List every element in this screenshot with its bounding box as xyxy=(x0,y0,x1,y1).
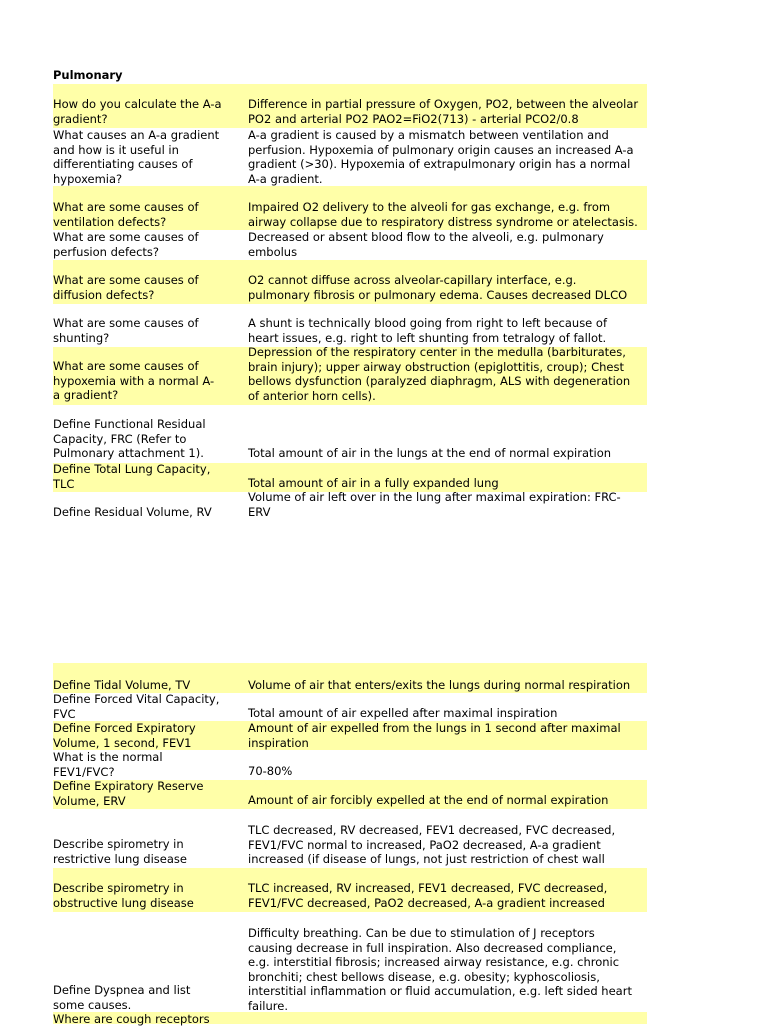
table-row xyxy=(53,128,647,186)
question-cell: What are some causes of diffusion defects? xyxy=(53,273,199,302)
answer-cell: Total amount of air in a fully expanded lung xyxy=(248,476,499,490)
question-cell: Define Forced Expiratory Volume, 1 second, FEV1 xyxy=(53,721,196,750)
question-cell: Describe spirometry in obstructive lung disease xyxy=(53,881,194,910)
answer-cell: Difference in partial pressure of Oxygen, PO2, between the alveolar PO2 and arterial PO2 PAO2=FiO2(713) - arterial PCO2/0.8 xyxy=(248,97,639,126)
answer-cell: O2 cannot diffuse across alveolar-capillary interface, e.g. pulmonary fibrosis or pulmonary edema. Causes decreased DLCO xyxy=(248,273,628,302)
answer-cell: TLC increased, RV increased, FEV1 decreased, FVC decreased, FEV1/FVC decreased, PaO2 decreased, A-a gradient increased xyxy=(248,881,608,910)
question-cell: What are some causes of perfusion defects? xyxy=(53,230,199,259)
table-row xyxy=(53,186,647,230)
question-cell: Define Total Lung Capacity, TLC xyxy=(53,462,211,491)
question-cell: What are some causes of hypoxemia with a normal A- a gradient? xyxy=(53,359,215,402)
answer-cell: A shunt is technically blood going from right to left because of heart issues, e.g. right to left shunting from tetralogy of fallot. xyxy=(248,316,607,345)
question-cell: Define Expiratory Reserve Volume, ERV xyxy=(53,779,204,808)
table-row xyxy=(53,405,647,463)
table-row xyxy=(53,750,647,780)
answer-cell: Total amount of air expelled after maximal inspiration xyxy=(248,706,558,720)
answer-cell: Amount of air expelled from the lungs in 1 second after maximal inspiration xyxy=(248,721,621,750)
table-row xyxy=(53,809,647,868)
question-cell: What is the normal FEV1/FVC? xyxy=(53,750,163,779)
table-row xyxy=(53,347,647,405)
page-title: Pulmonary xyxy=(53,68,123,82)
table-row xyxy=(53,868,647,912)
table-row xyxy=(53,780,647,809)
answer-cell: Impaired O2 delivery to the alveoli for gas exchange, e.g. from airway collapse due to respiratory distress syndrome or atelectasis. xyxy=(248,200,638,229)
table-row xyxy=(53,912,647,1012)
question-cell: Define Dyspnea and list some causes. xyxy=(53,983,191,1012)
question-cell: Define Functional Residual Capacity, FRC (Refer to Pulmonary attachment 1). xyxy=(53,417,206,460)
question-cell: How do you calculate the A-a gradient? xyxy=(53,97,222,126)
question-cell: Define Tidal Volume, TV xyxy=(53,678,191,692)
question-cell: Where are cough receptors xyxy=(53,1012,210,1026)
answer-cell: A-a gradient is caused by a mismatch between ventilation and perfusion. Hypoxemia of pulmonary origin causes an increased A-a gradient (>30). Hypoxemia of extrapulmonary origin has a normal A-a gradient. xyxy=(248,128,634,186)
table-row xyxy=(53,230,647,260)
question-cell: What are some causes of ventilation defects? xyxy=(53,200,199,229)
table-row xyxy=(53,84,647,128)
question-cell: Define Residual Volume, RV xyxy=(53,505,212,519)
table-row xyxy=(53,663,647,693)
question-cell: What are some causes of shunting? xyxy=(53,316,199,345)
answer-cell: Decreased or absent blood flow to the alveoli, e.g. pulmonary embolus xyxy=(248,230,604,259)
table-row xyxy=(53,1012,647,1024)
question-cell: Define Forced Vital Capacity, FVC xyxy=(53,692,220,721)
answer-cell: Total amount of air in the lungs at the end of normal expiration xyxy=(248,446,612,460)
table-row xyxy=(53,304,647,347)
answer-cell: Volume of air left over in the lung after maximal expiration: FRC- ERV xyxy=(248,490,621,519)
question-cell: What causes an A-a gradient and how is it useful in differentiating causes of hypoxemia? xyxy=(53,128,220,186)
answer-cell: 70-80% xyxy=(248,764,293,778)
answer-cell: Difficulty breathing. Can be due to stimulation of J receptors causing decrease in full inspiration. Also decreased compliance, e.g. interstitial fibrosis; increased airway resistance, e.g. chronic bronchiti; chest bellows disease, e.g. obesity; kyphoscoliosis, interstitial inflammation or fluid accumulation, e.g. left sided heart failure. xyxy=(248,926,632,1013)
answer-cell: Volume of air that enters/exits the lungs during normal respiration xyxy=(248,678,631,692)
answer-cell: Amount of air forcibly expelled at the end of normal expiration xyxy=(248,793,609,807)
table-row xyxy=(53,721,647,750)
table-row xyxy=(53,693,647,721)
question-cell: Describe spirometry in restrictive lung disease xyxy=(53,837,187,866)
table-row xyxy=(53,492,647,522)
table-row xyxy=(53,260,647,304)
answer-cell: Depression of the respiratory center in the medulla (barbiturates, brain injury); upper airway obstruction (epiglottitis, croup); Chest bellows dysfunction (paralyzed diaphragm, ALS with degeneration of anterior horn cells). xyxy=(248,345,631,403)
answer-cell: TLC decreased, RV decreased, FEV1 decreased, FVC decreased, FEV1/FVC normal to increased, PaO2 decreased, A-a gradient increased (if disease of lungs, not just restriction of chest wall xyxy=(248,823,616,866)
table-row xyxy=(53,463,647,492)
